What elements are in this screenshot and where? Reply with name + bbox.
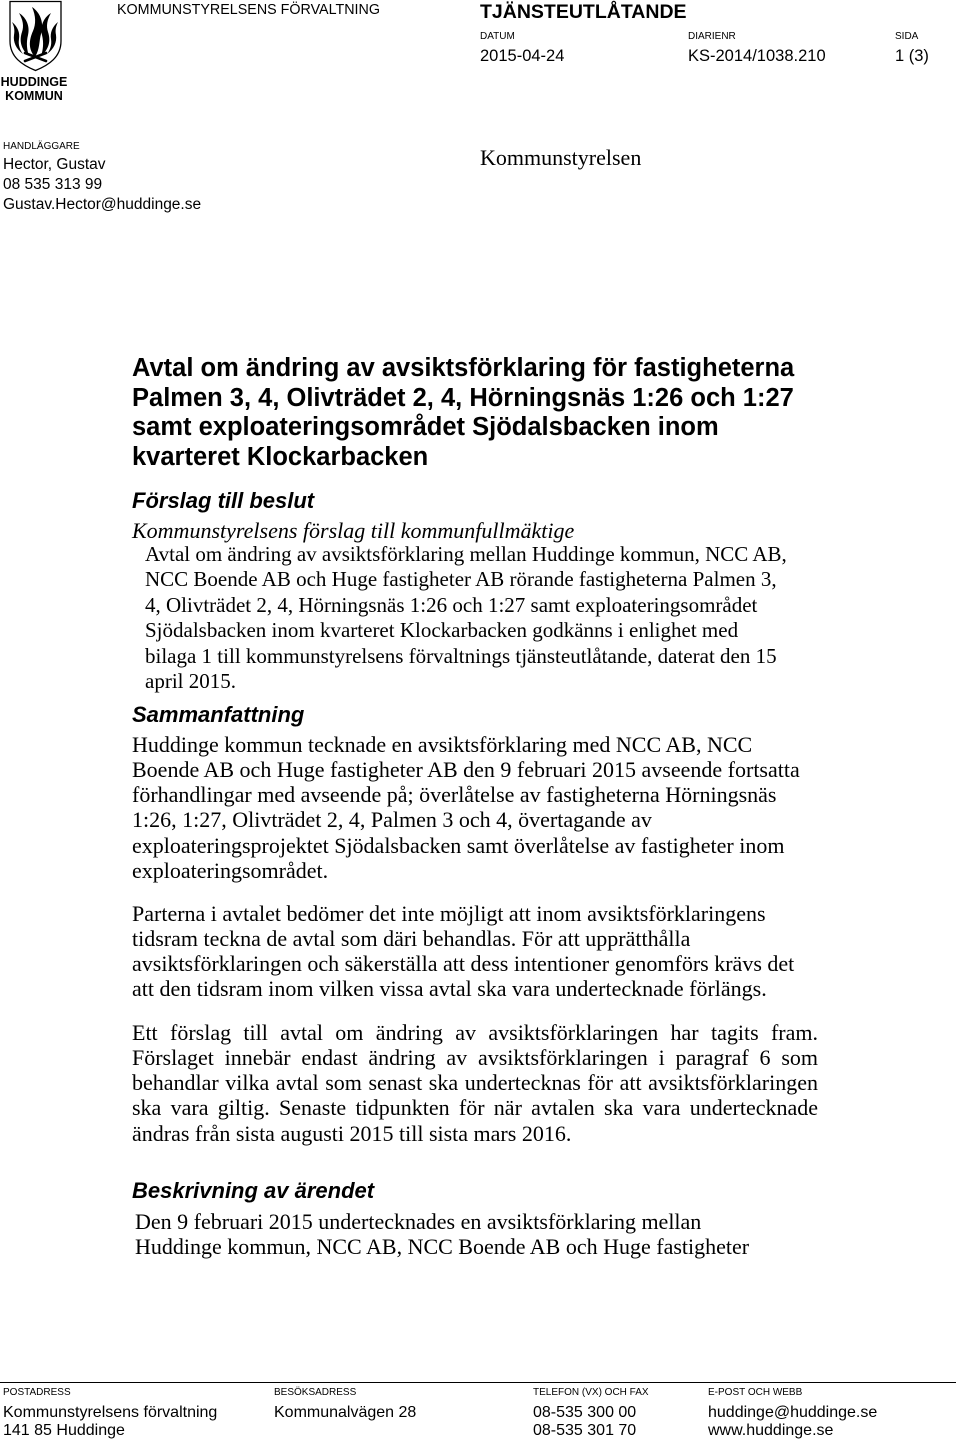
text-line: Ett förslag till avtal om ändring av avsiktsförklaringen har tagits fram. [132,1019,818,1045]
description-heading: Beskrivning av ärendet [132,1178,375,1203]
document-type: TJÄNSTEUTLÅTANDE [480,1,687,23]
email-web-label: E-POST OCH WEBB [708,1387,803,1398]
handler-label: HANDLÄGGARE [3,141,80,152]
text-line: Boende AB och Huge fastigheter AB den 9 februari 2015 avseende fortsatta [132,756,800,782]
proposal-heading: Förslag till beslut [132,488,315,513]
text-line: Huddinge kommun tecknade en avsiktsförklaring med NCC AB, NCC [132,731,753,757]
handler-block [3,141,201,215]
title-line: Avtal om ändring av avsiktsförklaring för fastigheterna [132,354,795,382]
page-field [895,31,929,66]
description-paragraph [135,1209,749,1260]
footer-postal-address [3,1387,217,1440]
footer-email-web [708,1387,877,1440]
text-line: exploateringsområdet. [132,857,329,883]
proposal-subheading: Kommunstyrelsens förslag till kommunfullmäktige [132,518,575,543]
text-line: avsiktsförklaringen och säkerställa att dess intentioner genomförs krävs det [132,951,795,977]
date-field [480,31,564,66]
date-value: 2015-04-24 [480,47,565,65]
summary-paragraph [132,901,794,1002]
text-line: Förslaget innebär endast ändring av avsiktsförklaringen i paragraf 6 som [132,1044,818,1070]
text-line: 1:26, 1:27, Olivträdet 2, 4, Palmen 3 och 4, övertagande av [132,807,652,833]
title-line: Palmen 3, 4, Olivträdet 2, 4, Hörningsnäs 1:26 och 1:27 [132,383,794,412]
recipient: Kommunstyrelsen [480,145,642,170]
registration-number-value: KS-2014/1038.210 [688,47,826,65]
text-line: Sjödalsbacken inom kvarteret Klockarbacken godkänns i enlighet med [145,618,739,643]
summary-heading: Sammanfattning [132,702,305,727]
text-line: april 2015. [145,669,236,694]
text-line: Huddinge kommun, NCC AB, NCC Boende AB och Huge fastigheter [135,1233,750,1259]
postal-address-line: Kommunstyrelsens förvaltning [3,1404,218,1421]
department-name: KOMMUNSTYRELSENS FÖRVALTNING [117,2,380,18]
text-line: ska vara giltig. Senaste tidpunkten för när avtalen ska vara undertecknade [132,1095,818,1121]
text-line: NCC Boende AB och Huge fastigheter AB rörande fastigheterna Palmen 3, [145,567,777,592]
proposal-text [145,542,787,694]
postal-address-label: POSTADRESS [3,1387,71,1398]
footer-visiting-address [274,1387,416,1422]
text-line: Parterna i avtalet bedömer det inte möjligt att inom avsiktsförklaringens [132,900,766,926]
logo-text-line: HUDDINGE [0,75,68,89]
registration-number-field [688,31,826,66]
date-label: DATUM [480,31,515,42]
phone-number: 08-535 300 00 [533,1404,637,1421]
text-line: förhandlingar med avseende på; överlåtelse av fastigheterna Hörningsnäs [132,782,777,808]
page-value: 1 (3) [895,47,929,65]
phone-fax-label: TELEFON (VX) OCH FAX [533,1387,649,1398]
footer-rule [0,1382,956,1383]
website: www.huddinge.se [708,1422,834,1439]
handler-name: Hector, Gustav [3,156,106,173]
text-line: ändras från sista augusti 2015 till sista mars 2016. [132,1120,572,1146]
text-line: Avtal om ändring av avsiktsförklaring mellan Huddinge kommun, NCC AB, [145,542,787,566]
page-label: SIDA [895,31,919,42]
title-line: kvarteret Klockarbacken [132,442,429,471]
handler-email: Gustav.Hector@huddinge.se [3,196,202,213]
text-line: exploateringsprojektet Sjödalsbacken samt överlåtelse av fastigheter inom [132,832,785,858]
contact-email: huddinge@huddinge.se [708,1404,878,1421]
municipality-logo [0,0,70,104]
logo-text-line: KOMMUN [5,89,63,103]
text-line: Den 9 februari 2015 undertecknades en avsiktsförklaring mellan [135,1208,702,1234]
summary-paragraph [132,732,800,884]
document-title [132,354,794,472]
visiting-address-line: Kommunalvägen 28 [274,1404,417,1421]
handler-phone: 08 535 313 99 [3,176,103,193]
footer-phone [533,1387,649,1440]
postal-address-line: 141 85 Huddinge [3,1422,125,1439]
summary-paragraph [132,1020,818,1146]
registration-number-label: DIARIENR [688,31,736,42]
fax-number: 08-535 301 70 [533,1422,637,1439]
logo-wordmark [0,75,68,103]
text-line: 4, Olivträdet 2, 4, Hörningsnäs 1:26 och 1:27 samt exploateringsområdet [145,592,758,617]
title-line: samt exploateringsområdet Sjödalsbacken inom [132,413,719,441]
text-line: bilaga 1 till kommunstyrelsens förvaltnings tjänsteutlåtande, daterat den 15 [145,643,777,668]
text-line: att den tidsram inom vilken vissa avtal ska vara undertecknade förlängs. [132,976,767,1002]
text-line: behandlar vilka avtal som senast ska undertecknas för att avsiktsförklaringen [132,1070,818,1096]
visiting-address-label: BESÖKSADRESS [274,1387,357,1398]
coat-of-arms-icon [0,0,70,72]
text-line: tidsram teckna de avtal som däri behandlas. För att upprätthålla [132,925,691,951]
